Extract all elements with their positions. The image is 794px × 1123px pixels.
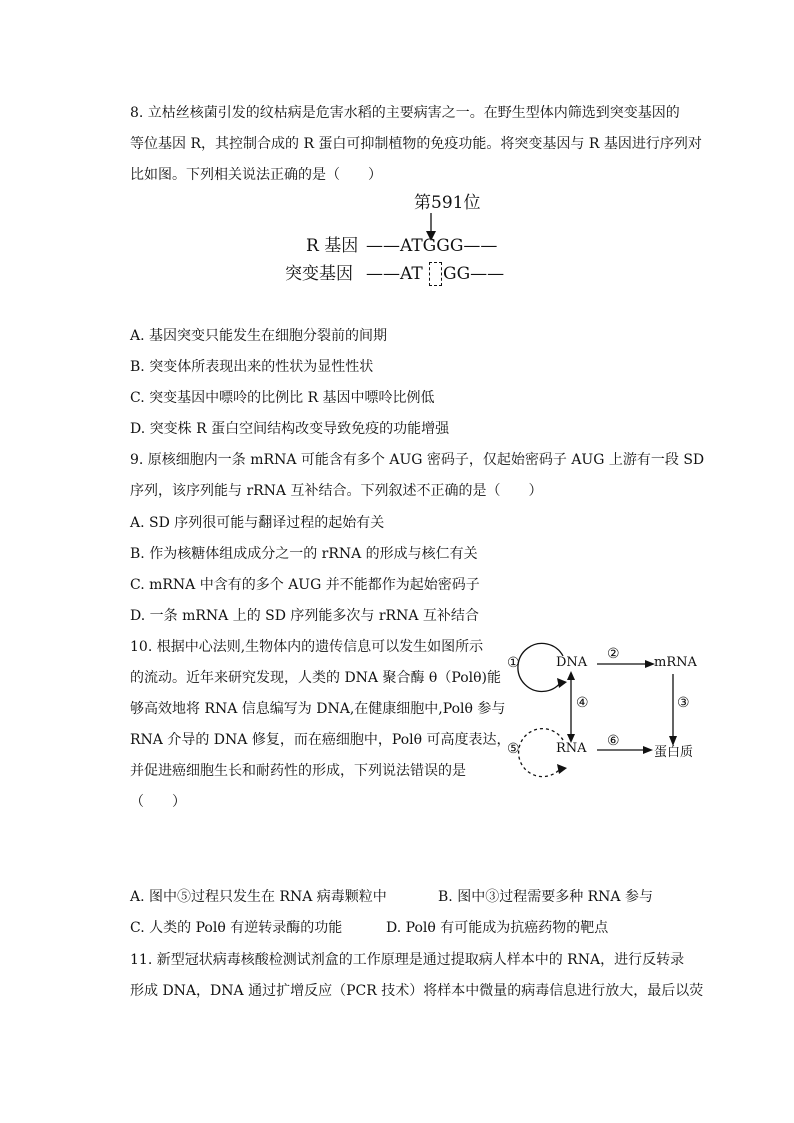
q11-line-2: 形成 DNA，DNA 通过扩增反应（PCR 技术）将样本中微量的病毒信息进行放大，最后以荧 <box>130 983 704 999</box>
q8-option-c: C. 突变基因中嘌呤的比例比 R 基因中嘌呤比例低 <box>130 390 435 406</box>
q10-option-a: A. 图中⑤过程只发生在 RNA 病毒颗粒中 <box>130 889 387 905</box>
process-3-label: ③ <box>677 695 690 711</box>
q10-line-3: 够高效地将 RNA 信息编写为 DNA,在健康细胞中,Polθ 参与 <box>130 701 506 717</box>
mutant-gene-sequence-left: ——AT <box>366 264 423 284</box>
r-gene-sequence: ——ATGGG—— <box>366 236 498 256</box>
process-2-label: ② <box>607 646 620 662</box>
q10-line-5: 并促进癌细胞生长和耐药性的形成，下列说法错误的是 <box>130 763 466 779</box>
q9-line-2: 序列，该序列能与 rRNA 互补结合。下列叙述不正确的是（ ） <box>130 483 543 499</box>
process-6-label: ⑥ <box>607 733 620 749</box>
deletion-dashed-box <box>429 262 442 286</box>
rna-label: RNA <box>556 741 587 756</box>
q8-line-1: 8. 立枯丝核菌引发的纹枯病是危害水稻的主要病害之一。在野生型体内筛选到突变基因的 <box>130 105 680 121</box>
q8-option-b: B. 突变体所表现出来的性状为显性性状 <box>130 359 374 375</box>
q10-line-2: 的流动。近年来研究发现，人类的 DNA 聚合酶 θ（Polθ)能 <box>130 670 502 686</box>
q10-line-6: （ ） <box>130 794 186 810</box>
process-4-label: ④ <box>576 695 589 711</box>
q9-option-d: D. 一条 mRNA 上的 SD 序列能多次与 rRNA 互补结合 <box>130 608 479 624</box>
q8-line-2: 等位基因 R，其控制合成的 R 蛋白可抑制植物的免疫功能。将突变基因与 R 基因进行序列对 <box>130 136 702 152</box>
q10-option-c: C. 人类的 Polθ 有逆转录酶的功能 <box>130 920 343 936</box>
q10-option-b: B. 图中③过程需要多种 RNA 参与 <box>438 889 653 905</box>
mutant-gene-sequence-right: GG—— <box>443 264 505 284</box>
mutant-gene-label: 突变基因 <box>285 264 353 284</box>
process-1-label: ① <box>507 655 520 671</box>
process-5-label: ⑤ <box>507 741 520 757</box>
q11-line-1: 11. 新型冠状病毒核酸检测试剂盒的工作原理是通过提取病人样本中的 RNA，进行反转录 <box>130 952 685 968</box>
q8-option-a: A. 基因突变只能发生在细胞分裂前的间期 <box>130 328 388 344</box>
q8-option-d: D. 突变株 R 蛋白空间结构改变导致免疫的功能增强 <box>130 421 450 437</box>
q9-option-b: B. 作为核糖体组成成分之一的 rRNA 的形成与核仁有关 <box>130 546 478 562</box>
q10-line-1: 10. 根据中心法则,生物体内的遗传信息可以发生如图所示 <box>130 639 484 655</box>
q10-line-4: RNA 介导的 DNA 修复，而在癌细胞中，Polθ 可高度表达， <box>130 732 511 748</box>
dna-label: DNA <box>556 655 588 670</box>
r-gene-label: R 基因 <box>306 236 359 256</box>
q9-line-1: 9. 原核细胞内一条 mRNA 可能含有多个 AUG 密码子，仅起始密码子 AUG 上游有一段 SD <box>130 452 705 468</box>
protein-label: 蛋白质 <box>654 745 694 760</box>
q9-option-a: A. SD 序列很可能与翻译过程的起始有关 <box>130 515 385 531</box>
q10-option-d: D. Polθ 有可能成为抗癌药物的靶点 <box>386 920 609 936</box>
position-label: 第591位 <box>414 193 481 213</box>
q8-line-3: 比如图。下列相关说法正确的是（ ） <box>130 167 382 183</box>
mrna-label: mRNA <box>654 655 697 670</box>
q9-option-c: C. mRNA 中含有的多个 AUG 并不能都作为起始密码子 <box>130 577 480 593</box>
